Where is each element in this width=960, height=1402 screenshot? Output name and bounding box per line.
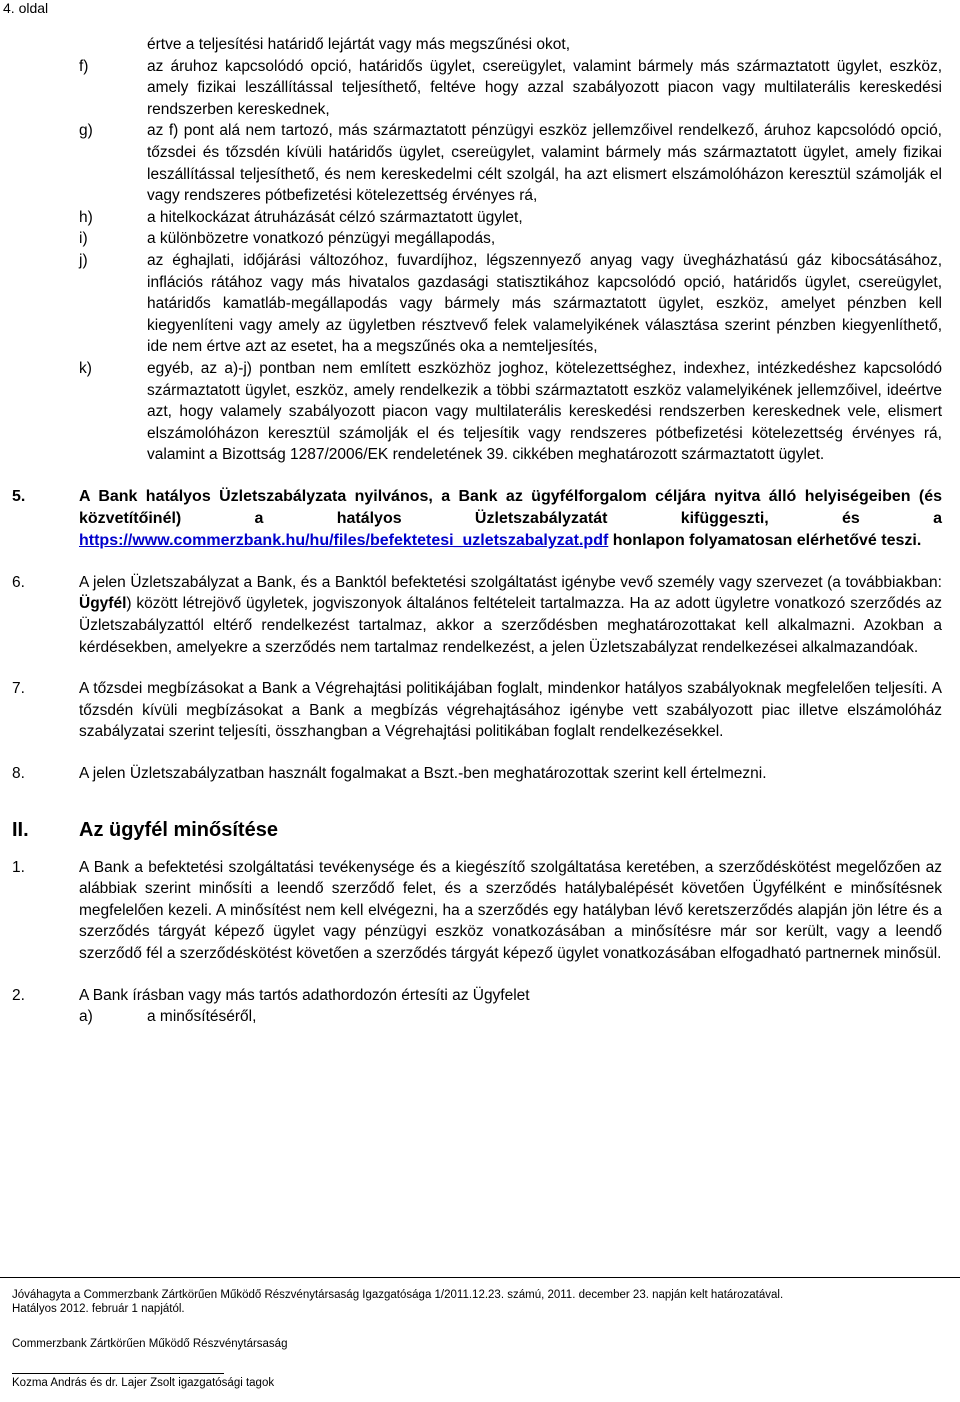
page-number-label: 4. oldal: [3, 0, 49, 16]
paragraph-text: honlapon folyamatosan elérhetővé teszi.: [608, 531, 922, 549]
paragraph-text: A jelen Üzletszabályzatban használt fogalmakat a Bszt.-ben meghatározottak szerint kell értelmezni.: [79, 765, 767, 783]
section-heading: [12, 817, 960, 843]
continuation-text: értve a teljesítési határidő lejártát vagy más megszűnési okot,: [147, 36, 571, 53]
list-item: [79, 250, 942, 358]
paragraph-text: A tőzsdei megbízásokat a Bank a Végrehajtási politikájában foglalt, mindenkor hatályos szabályoknak megfelelően teljesíti. A tőzsdén kívüli megbízásokat a Bank a megbízás végrehajtásához igénybe vett szabályozott piac illetve elszámolóház szabályzatai szerint teljesíti, összhangban a Végrehajtási politikában foglalt rendelkezésekkel.: [79, 680, 942, 741]
item-label: k): [79, 359, 92, 377]
item-label: i): [79, 230, 88, 248]
paragraph-number: 2.: [12, 986, 25, 1004]
paragraph-5: [12, 486, 942, 552]
approval-note: Jóváhagyta a Commerzbank Zártkörűen Működő Részvénytársaság Igazgatósága 1/2011.12.23. számú, 2011. december 23. napján kelt határozatával.: [12, 1289, 784, 1301]
section-paragraph-2: [12, 985, 942, 1007]
item-label: f): [79, 57, 89, 75]
paragraph-number: 8.: [12, 765, 25, 783]
paragraph-text: A Bank hatályos Üzletszabályzata nyilvános, a Bank az ügyfélforgalom céljára nyitva álló helyiségeiben (és közvetítőinél) a hatályos Üzletszabályzatát kifüggeszti, és a: [79, 487, 942, 527]
section-number: II.: [12, 818, 29, 841]
item-text: az f) pont alá nem tartozó, más származtatott pénzügyi eszköz jellemzőivel rendelkező, áruhoz kapcsolódó opció, tőzsdei és tőzsdén kívüli határidős ügylet, csereügylet, valamint bármely más származtatott ügylet, amely fizikai leszállítással teljesíthető, és nem kereskedelmi célt szolgál, ha azt elismert elszámolóházon keresztül számolják el vagy rendszeres pótbefizetési kötelezettség érvényes rá,: [147, 122, 942, 205]
paragraph-6: [12, 572, 942, 658]
page-footer: [0, 1277, 960, 1390]
list-item: [79, 56, 942, 121]
paragraph-number: 5.: [12, 487, 26, 505]
item-text: az éghajlati, időjárási változóhoz, fuvardíjhoz, légszennyező anyag vagy üvegházhatású gáz kibocsátásához, inflációs rátához vagy más hivatalos gazdasági statisztikához kapcsolódó opció, határidős ügylet, csereügylet, határidős kamatláb-megállapodás vagy bármely más származtatott ügylet, eszköz, amelyet pénzben kell kiegyenlíteni vagy amely az ügyletben résztvevő felek valamelyikének választása szerint pénzben kiegyenlíthető, ide nem értve azt az esetet, ha a megszűnés oka a nemteljesítés,: [147, 251, 942, 356]
paragraph-7: [12, 678, 942, 743]
item-text: a minősítéséről,: [147, 1008, 257, 1026]
paragraph-text: A jelen Üzletszabályzat a Bank, és a Banktól befektetési szolgáltatást igénybe vevő személy vagy szervezet (a továbbiakban:: [79, 573, 942, 591]
paragraph-number: 7.: [12, 680, 25, 698]
regulations-link[interactable]: https://www.commerzbank.hu/hu/files/befektetesi_uzletszabalyzat.pdf: [79, 531, 609, 549]
item-label: g): [79, 122, 93, 140]
section-paragraph-1: [12, 857, 942, 965]
list-item: [79, 228, 942, 250]
item-text: az áruhoz kapcsolódó opció, határidős ügylet, csereügylet, valamint bármely más származtatott ügylet, eszköz, amely fizikai leszállítással teljesíthető, feltéve hogy azzal szabályozott piacon vagy multilaterális kereskedési rendszerben kereskednek,: [147, 57, 942, 118]
item-label: a): [79, 1008, 93, 1026]
item-text: a különbözetre vonatkozó pénzügyi megállapodás,: [147, 230, 496, 248]
item-text: egyéb, az a)-j) pontban nem említett eszközhöz joghoz, kötelezettséghez, indexhez, intézkedéshez kapcsolódó származtatott ügylet, eszköz, amely rendelkezik a többi származtatott eszköz valamelyikének jellemzőivel, ideértve azt, hogy valamely szabályozott piacon vagy multilaterális kereskedési rendszerben kereskednek vele, elismert elszámolóházon keresztül számolják el és teljesítik vagy rendszeres pótbefizetési kötelezettség érvényes rá, valamint a Bizottság 1287/2006/EK rendeletének 39. cikkében meghatározott származtatott ügylet.: [147, 359, 942, 464]
signatories: Kozma András és dr. Lajer Zsolt igazgatósági tagok: [12, 1377, 275, 1389]
company-name: Commerzbank Zártkörűen Működő Részvénytársaság: [12, 1338, 288, 1350]
list-item: [79, 1006, 960, 1028]
list-item: [79, 207, 942, 229]
effective-date: Hatályos 2012. február 1 napjától.: [12, 1303, 185, 1315]
item-label: h): [79, 208, 93, 226]
paragraph-number: 6.: [12, 573, 25, 591]
paragraph-text: A Bank írásban vagy más tartós adathordozón értesíti az Ügyfelet: [79, 986, 530, 1004]
paragraph-text: A Bank a befektetési szolgáltatási tevékenysége és a kiegészítő szolgáltatása keretében, a szerződéskötést megelőzően az alábbiak szerint minősíti a leendő szerződő felet, és a szerződés hatálybalépését követően Ügyfélként e minősítésnek megfelelően kezeli. A minősítést nem kell elvégezni, ha a szerződés egy hatályban lévő keretszerződés alapján jön létre és a szerződés tárgyát képező ügylet vagy pénzügyi eszköz vonatkozásában a minősítésre már sor került, vagy a leendő szerződő fél a szerződéskötést követően a szerződés tárgyát képező ügylet vonatkozásában elfogadható partnernek minősül.: [79, 858, 942, 962]
paragraph-number: 1.: [12, 858, 25, 876]
paragraph-8: [12, 763, 942, 785]
section-title: Az ügyfél minősítése: [79, 818, 278, 841]
list-item: [79, 120, 942, 206]
defined-term: Ügyfél: [79, 595, 127, 613]
paragraph-text: ) között létrejövő ügyletek, jogviszonyok általános feltételeit tartalmazza. Ha az adott ügyletre vonatkozó szerződés az Üzletszabályzattól eltérő rendelkezést tartalmaz, akkor a szerződésben meghatározottakat kell alkalmazni. Azokban a kérdésekben, amelyekre a szerződés nem tartalmaz rendelkezést, a jelen Üzletszabályzat rendelkezései alkalmazandóak.: [79, 595, 942, 656]
item-text: a hitelkockázat átruházását célzó származtatott ügylet,: [147, 208, 523, 226]
document-body: [0, 34, 960, 1028]
signature-line: [12, 1373, 224, 1374]
item-label: j): [79, 251, 88, 269]
list-item: [79, 358, 942, 466]
